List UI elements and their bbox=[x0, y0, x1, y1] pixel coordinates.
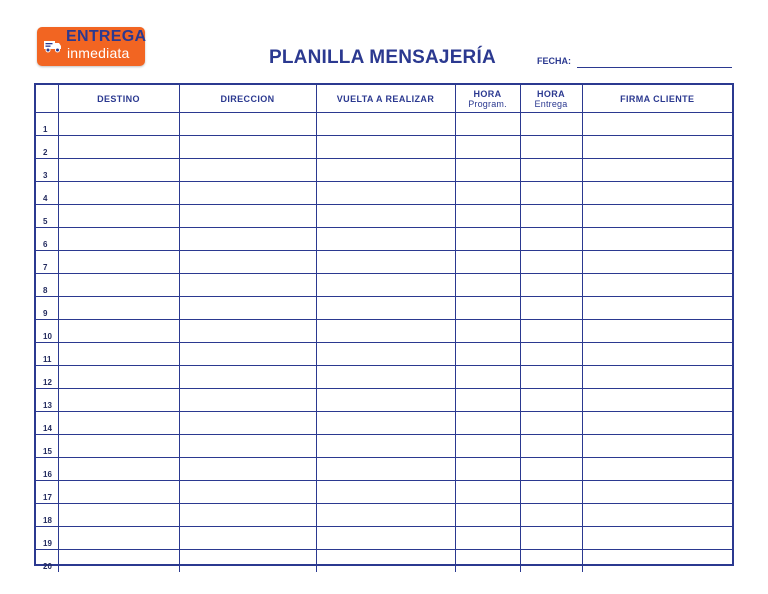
cell-direccion[interactable] bbox=[179, 274, 316, 297]
cell-vuelta[interactable] bbox=[316, 320, 455, 343]
cell-firma[interactable] bbox=[582, 182, 732, 205]
cell-firma[interactable] bbox=[582, 320, 732, 343]
row-number: 17 bbox=[36, 481, 58, 504]
column-header-vuelta bbox=[316, 85, 455, 113]
table-row bbox=[36, 320, 732, 343]
brand-logo bbox=[37, 27, 145, 66]
cell-direccion[interactable] bbox=[179, 136, 316, 159]
cell-direccion[interactable] bbox=[179, 389, 316, 412]
column-header-label: VUELTA A REALIZAR bbox=[336, 93, 435, 104]
row-number: 16 bbox=[36, 458, 58, 481]
cell-hora-program[interactable] bbox=[455, 527, 520, 550]
table-row bbox=[36, 366, 732, 389]
cell-hora-entrega[interactable] bbox=[520, 297, 582, 320]
cell-destino[interactable] bbox=[58, 389, 179, 412]
cell-destino[interactable] bbox=[58, 205, 179, 228]
row-number: 11 bbox=[36, 343, 58, 366]
cell-direccion[interactable] bbox=[179, 343, 316, 366]
cell-direccion[interactable] bbox=[179, 297, 316, 320]
cell-destino[interactable] bbox=[58, 274, 179, 297]
cell-hora-program[interactable] bbox=[455, 182, 520, 205]
cell-hora-program[interactable] bbox=[455, 550, 520, 573]
fecha-label: FECHA: bbox=[537, 56, 571, 66]
logo-text-inmediata: inmediata bbox=[67, 45, 130, 61]
cell-destino[interactable] bbox=[58, 458, 179, 481]
cell-vuelta[interactable] bbox=[316, 481, 455, 504]
cell-direccion[interactable] bbox=[179, 366, 316, 389]
table-row bbox=[36, 182, 732, 205]
cell-hora-entrega[interactable] bbox=[520, 343, 582, 366]
row-number: 18 bbox=[36, 504, 58, 527]
cell-firma[interactable] bbox=[582, 389, 732, 412]
cell-destino[interactable] bbox=[58, 343, 179, 366]
cell-hora-program[interactable] bbox=[455, 412, 520, 435]
cell-hora-entrega[interactable] bbox=[520, 274, 582, 297]
row-number: 2 bbox=[36, 136, 58, 159]
cell-firma[interactable] bbox=[582, 366, 732, 389]
column-header-label: HORA bbox=[473, 88, 502, 99]
cell-hora-program[interactable] bbox=[455, 205, 520, 228]
cell-hora-entrega[interactable] bbox=[520, 389, 582, 412]
column-header-sublabel: Entrega bbox=[534, 98, 568, 109]
cell-vuelta[interactable] bbox=[316, 527, 455, 550]
cell-destino[interactable] bbox=[58, 113, 179, 136]
cell-destino[interactable] bbox=[58, 412, 179, 435]
cell-direccion[interactable] bbox=[179, 205, 316, 228]
row-number: 12 bbox=[36, 366, 58, 389]
row-number: 15 bbox=[36, 435, 58, 458]
row-number: 5 bbox=[36, 205, 58, 228]
table-row bbox=[36, 458, 732, 481]
row-number: 3 bbox=[36, 159, 58, 182]
row-number: 4 bbox=[36, 182, 58, 205]
cell-direccion[interactable] bbox=[179, 159, 316, 182]
cell-hora-entrega[interactable] bbox=[520, 504, 582, 527]
cell-destino[interactable] bbox=[58, 435, 179, 458]
cell-destino[interactable] bbox=[58, 504, 179, 527]
cell-firma[interactable] bbox=[582, 228, 732, 251]
cell-direccion[interactable] bbox=[179, 251, 316, 274]
cell-hora-entrega[interactable] bbox=[520, 412, 582, 435]
column-header-label: DIRECCION bbox=[220, 93, 275, 104]
column-header-label: DESTINO bbox=[97, 93, 140, 104]
cell-firma[interactable] bbox=[582, 274, 732, 297]
cell-hora-program[interactable] bbox=[455, 458, 520, 481]
cell-direccion[interactable] bbox=[179, 550, 316, 573]
cell-vuelta[interactable] bbox=[316, 205, 455, 228]
cell-firma[interactable] bbox=[582, 136, 732, 159]
cell-vuelta[interactable] bbox=[316, 366, 455, 389]
cell-hora-entrega[interactable] bbox=[520, 251, 582, 274]
cell-hora-entrega[interactable] bbox=[520, 228, 582, 251]
cell-destino[interactable] bbox=[58, 320, 179, 343]
cell-destino[interactable] bbox=[58, 251, 179, 274]
column-header-sublabel: Program. bbox=[468, 98, 507, 109]
cell-vuelta[interactable] bbox=[316, 228, 455, 251]
cell-hora-program[interactable] bbox=[455, 228, 520, 251]
fecha-field[interactable] bbox=[577, 67, 732, 68]
table-body bbox=[36, 113, 732, 573]
table-row bbox=[36, 435, 732, 458]
table-row bbox=[36, 527, 732, 550]
cell-firma[interactable] bbox=[582, 205, 732, 228]
cell-vuelta[interactable] bbox=[316, 435, 455, 458]
cell-vuelta[interactable] bbox=[316, 343, 455, 366]
cell-hora-program[interactable] bbox=[455, 481, 520, 504]
cell-hora-program[interactable] bbox=[455, 366, 520, 389]
cell-vuelta[interactable] bbox=[316, 550, 455, 573]
cell-firma[interactable] bbox=[582, 343, 732, 366]
table-row bbox=[36, 113, 732, 136]
cell-firma[interactable] bbox=[582, 412, 732, 435]
column-header-label: FIRMA CLIENTE bbox=[620, 93, 695, 104]
column-header-destino bbox=[58, 85, 179, 113]
cell-direccion[interactable] bbox=[179, 182, 316, 205]
cell-hora-program[interactable] bbox=[455, 136, 520, 159]
row-number: 10 bbox=[36, 320, 58, 343]
row-number: 19 bbox=[36, 527, 58, 550]
cell-direccion[interactable] bbox=[179, 113, 316, 136]
cell-hora-entrega[interactable] bbox=[520, 159, 582, 182]
cell-hora-program[interactable] bbox=[455, 251, 520, 274]
table-row bbox=[36, 343, 732, 366]
table-row bbox=[36, 550, 732, 573]
row-number: 1 bbox=[36, 113, 58, 136]
cell-vuelta[interactable] bbox=[316, 504, 455, 527]
column-header-num bbox=[36, 85, 58, 113]
table-row bbox=[36, 251, 732, 274]
cell-firma[interactable] bbox=[582, 435, 732, 458]
cell-hora-entrega[interactable] bbox=[520, 458, 582, 481]
cell-vuelta[interactable] bbox=[316, 412, 455, 435]
cell-hora-program[interactable] bbox=[455, 159, 520, 182]
row-number: 6 bbox=[36, 228, 58, 251]
table-row bbox=[36, 205, 732, 228]
cell-hora-entrega[interactable] bbox=[520, 113, 582, 136]
cell-destino[interactable] bbox=[58, 136, 179, 159]
cell-vuelta[interactable] bbox=[316, 182, 455, 205]
truck-icon bbox=[43, 37, 62, 55]
cell-vuelta[interactable] bbox=[316, 274, 455, 297]
row-number: 13 bbox=[36, 389, 58, 412]
row-number: 9 bbox=[36, 297, 58, 320]
cell-firma[interactable] bbox=[582, 297, 732, 320]
cell-direccion[interactable] bbox=[179, 320, 316, 343]
delivery-table-frame bbox=[34, 83, 734, 571]
cell-hora-program[interactable] bbox=[455, 320, 520, 343]
cell-destino[interactable] bbox=[58, 481, 179, 504]
table-header-row bbox=[36, 85, 732, 113]
row-number: 20 bbox=[36, 550, 58, 573]
cell-vuelta[interactable] bbox=[316, 251, 455, 274]
cell-destino[interactable] bbox=[58, 527, 179, 550]
cell-direccion[interactable] bbox=[179, 481, 316, 504]
cell-direccion[interactable] bbox=[179, 228, 316, 251]
cell-direccion[interactable] bbox=[179, 435, 316, 458]
table-row bbox=[36, 136, 732, 159]
cell-direccion[interactable] bbox=[179, 504, 316, 527]
row-number: 14 bbox=[36, 412, 58, 435]
cell-vuelta[interactable] bbox=[316, 136, 455, 159]
table-row bbox=[36, 274, 732, 297]
cell-firma[interactable] bbox=[582, 458, 732, 481]
cell-hora-entrega[interactable] bbox=[520, 320, 582, 343]
row-number: 8 bbox=[36, 274, 58, 297]
cell-hora-entrega[interactable] bbox=[520, 550, 582, 573]
cell-hora-entrega[interactable] bbox=[520, 481, 582, 504]
cell-hora-program[interactable] bbox=[455, 297, 520, 320]
cell-hora-entrega[interactable] bbox=[520, 435, 582, 458]
cell-firma[interactable] bbox=[582, 481, 732, 504]
cell-firma[interactable] bbox=[582, 251, 732, 274]
cell-destino[interactable] bbox=[58, 366, 179, 389]
cell-destino[interactable] bbox=[58, 159, 179, 182]
column-header-direccion bbox=[179, 85, 316, 113]
column-header-label: HORA bbox=[536, 88, 566, 99]
cell-firma[interactable] bbox=[582, 550, 732, 573]
cell-direccion[interactable] bbox=[179, 458, 316, 481]
column-header-firma bbox=[582, 85, 732, 113]
table-row bbox=[36, 389, 732, 412]
cell-direccion[interactable] bbox=[179, 527, 316, 550]
cell-hora-entrega[interactable] bbox=[520, 136, 582, 159]
logo-text-entrega: ENTREGA bbox=[66, 28, 147, 45]
cell-destino[interactable] bbox=[58, 297, 179, 320]
cell-hora-entrega[interactable] bbox=[520, 205, 582, 228]
cell-hora-program[interactable] bbox=[455, 389, 520, 412]
cell-vuelta[interactable] bbox=[316, 458, 455, 481]
cell-hora-entrega[interactable] bbox=[520, 182, 582, 205]
row-number: 7 bbox=[36, 251, 58, 274]
cell-direccion[interactable] bbox=[179, 412, 316, 435]
cell-vuelta[interactable] bbox=[316, 159, 455, 182]
cell-firma[interactable] bbox=[582, 527, 732, 550]
column-header-hora-entrega bbox=[520, 85, 582, 113]
cell-firma[interactable] bbox=[582, 504, 732, 527]
cell-hora-entrega[interactable] bbox=[520, 527, 582, 550]
cell-destino[interactable] bbox=[58, 182, 179, 205]
cell-hora-program[interactable] bbox=[455, 274, 520, 297]
table-row bbox=[36, 504, 732, 527]
table-row bbox=[36, 297, 732, 320]
cell-hora-program[interactable] bbox=[455, 343, 520, 366]
column-header-hora-program bbox=[455, 85, 520, 113]
delivery-table bbox=[36, 85, 732, 572]
cell-vuelta[interactable] bbox=[316, 389, 455, 412]
cell-firma[interactable] bbox=[582, 159, 732, 182]
cell-hora-entrega[interactable] bbox=[520, 366, 582, 389]
cell-destino[interactable] bbox=[58, 550, 179, 573]
cell-destino[interactable] bbox=[58, 228, 179, 251]
table-row bbox=[36, 481, 732, 504]
cell-hora-program[interactable] bbox=[455, 504, 520, 527]
cell-vuelta[interactable] bbox=[316, 113, 455, 136]
page-title: PLANILLA MENSAJERÍA bbox=[269, 47, 496, 68]
cell-hora-program[interactable] bbox=[455, 113, 520, 136]
cell-hora-program[interactable] bbox=[455, 435, 520, 458]
table-row bbox=[36, 228, 732, 251]
cell-vuelta[interactable] bbox=[316, 297, 455, 320]
table-row bbox=[36, 159, 732, 182]
table-row bbox=[36, 412, 732, 435]
cell-firma[interactable] bbox=[582, 113, 732, 136]
